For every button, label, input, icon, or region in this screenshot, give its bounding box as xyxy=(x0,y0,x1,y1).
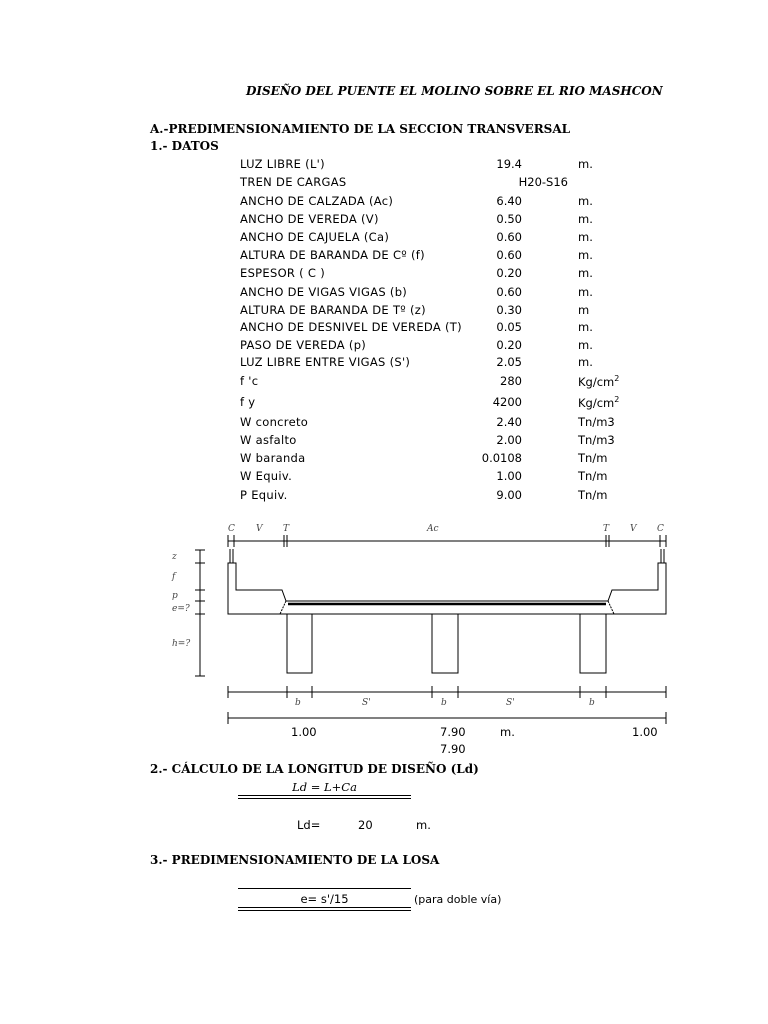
datos-unit-text: m. xyxy=(578,285,593,299)
label-b-1: b xyxy=(295,698,301,708)
dim-below: 7.90 xyxy=(440,742,466,756)
datos-label: f 'c xyxy=(240,374,259,388)
datos-label: W asfalto xyxy=(240,433,297,447)
datos-value: 0.05 xyxy=(496,320,522,334)
datos-unit-text: m. xyxy=(578,212,593,226)
datos-value: 0.60 xyxy=(496,285,522,299)
datos-value: H20-S16 xyxy=(518,175,568,189)
datos-unit-text: m. xyxy=(578,355,593,369)
label-h: h=? xyxy=(172,639,191,649)
datos-label: LUZ LIBRE ENTRE VIGAS (S') xyxy=(240,355,411,369)
label-b-3: b xyxy=(589,698,595,708)
datos-unit-sup: 2 xyxy=(614,395,620,404)
datos-value: 2.05 xyxy=(496,355,522,369)
datos-label: ALTURA DE BARANDA DE Cº (f) xyxy=(240,248,425,262)
datos-label: ANCHO DE CALZADA (Ac) xyxy=(240,194,394,208)
datos-unit-sup: 2 xyxy=(614,374,620,383)
section-2-heading: 2.- CÁLCULO DE LA LONGITUD DE DISEÑO (Ld) xyxy=(150,762,479,776)
datos-label: ANCHO DE VIGAS VIGAS (b) xyxy=(240,285,408,299)
datos-value: 1.00 xyxy=(496,469,522,483)
ld-value: 20 xyxy=(358,818,373,832)
datos-value: 2.00 xyxy=(496,433,522,447)
formula-e: e= s'/15 xyxy=(300,892,349,906)
label-e: e=? xyxy=(172,604,190,614)
datos-unit-text: m xyxy=(578,303,590,317)
label-t-left: T xyxy=(283,524,290,534)
formula-e-underline-1 xyxy=(238,907,411,908)
ld-unit: m. xyxy=(416,818,431,832)
label-t-right: T xyxy=(603,524,610,534)
datos-unit-text: m. xyxy=(578,338,593,352)
datos-value: 9.00 xyxy=(496,488,522,502)
label-ac: Ac xyxy=(427,524,439,534)
girder-center xyxy=(432,614,458,673)
section-3-heading: 3.- PREDIMENSIONAMIENTO DE LA LOSA xyxy=(150,853,440,867)
datos-value: 0.30 xyxy=(496,303,522,317)
label-f: f xyxy=(172,572,176,582)
datos-label: LUZ LIBRE (L') xyxy=(240,157,325,171)
datos-value: 0.60 xyxy=(496,248,522,262)
label-p: p xyxy=(172,591,178,601)
datos-unit-text: Tn/m xyxy=(578,488,608,502)
label-b-2: b xyxy=(441,698,447,708)
label-s-1: S' xyxy=(362,698,371,708)
label-c-right: C xyxy=(657,524,664,534)
datos-label: f y xyxy=(240,395,256,409)
dim-right: 1.00 xyxy=(632,725,658,739)
formula-ld: Ld = L+Ca xyxy=(292,780,357,794)
formula-ld-underline-2 xyxy=(238,798,411,799)
dim-unit: m. xyxy=(500,725,515,739)
dim-center: 7.90 xyxy=(440,725,466,739)
datos-value: 2.40 xyxy=(496,415,522,429)
datos-label: ANCHO DE DESNIVEL DE VEREDA (T) xyxy=(240,320,462,334)
datos-value: 6.40 xyxy=(496,194,522,208)
datos-value: 0.20 xyxy=(496,338,522,352)
section-1-heading: 1.- DATOS xyxy=(150,139,219,153)
top-dimension-line xyxy=(228,535,666,547)
datos-label: P Equiv. xyxy=(240,488,288,502)
side-dimension-line xyxy=(195,550,205,676)
formula-e-note: (para doble vía) xyxy=(414,893,502,906)
datos-unit-text: Tn/m xyxy=(578,469,608,483)
formula-e-overline xyxy=(238,888,411,889)
datos-label: ESPESOR ( C ) xyxy=(240,266,325,280)
datos-value: 0.0108 xyxy=(481,451,522,465)
datos-value: 4200 xyxy=(492,395,522,409)
datos-unit-text: m. xyxy=(578,157,593,171)
formula-e-underline-2 xyxy=(238,910,411,911)
datos-label: TREN DE CARGAS xyxy=(240,175,347,189)
datos-label: PASO DE VEREDA (p) xyxy=(240,338,367,352)
datos-unit-text: Tn/m3 xyxy=(578,415,615,429)
section-outline xyxy=(228,549,666,614)
label-s-2: S' xyxy=(506,698,515,708)
label-v-left: V xyxy=(256,524,263,534)
label-c-left: C xyxy=(228,524,235,534)
formula-ld-underline-1 xyxy=(238,795,411,796)
datos-value: 0.50 xyxy=(496,212,522,226)
datos-unit-text: Kg/cm xyxy=(578,374,615,389)
datos-label: ALTURA DE BARANDA DE Tº (z) xyxy=(240,303,426,317)
bottom-dimension-line xyxy=(228,686,666,698)
label-z: z xyxy=(172,552,177,562)
dim-left: 1.00 xyxy=(291,725,317,739)
datos-value: 19.4 xyxy=(496,157,522,171)
datos-label: ANCHO DE VEREDA (V) xyxy=(240,212,379,226)
girder-left xyxy=(287,614,312,673)
datos-unit-text: m. xyxy=(578,266,593,280)
label-v-right: V xyxy=(630,524,637,534)
datos-value: 0.20 xyxy=(496,266,522,280)
datos-value: 280 xyxy=(500,374,522,388)
datos-unit-text: m. xyxy=(578,194,593,208)
datos-label: W concreto xyxy=(240,415,309,429)
girders xyxy=(287,614,606,673)
datos-unit-text: Tn/m3 xyxy=(578,433,615,447)
datos-unit-text: Tn/m xyxy=(578,451,608,465)
datos-unit-text: m. xyxy=(578,320,593,334)
datos-label: W Equiv. xyxy=(240,469,293,483)
datos-label: ANCHO DE CAJUELA (Ca) xyxy=(240,230,390,244)
datos-unit-text: Kg/cm xyxy=(578,395,615,410)
overall-dimension-line xyxy=(228,712,666,724)
datos-unit-text: m. xyxy=(578,230,593,244)
document-title: DISEÑO DEL PUENTE EL MOLINO SOBRE EL RIO MASHCON xyxy=(246,84,663,98)
datos-unit-text: m. xyxy=(578,248,593,262)
ld-label: Ld= xyxy=(297,818,321,832)
girder-right xyxy=(580,614,606,673)
datos-label: W baranda xyxy=(240,451,306,465)
datos-value: 0.60 xyxy=(496,230,522,244)
section-a-heading: A.-PREDIMENSIONAMIENTO DE LA SECCION TRANSVERSAL xyxy=(150,122,571,136)
